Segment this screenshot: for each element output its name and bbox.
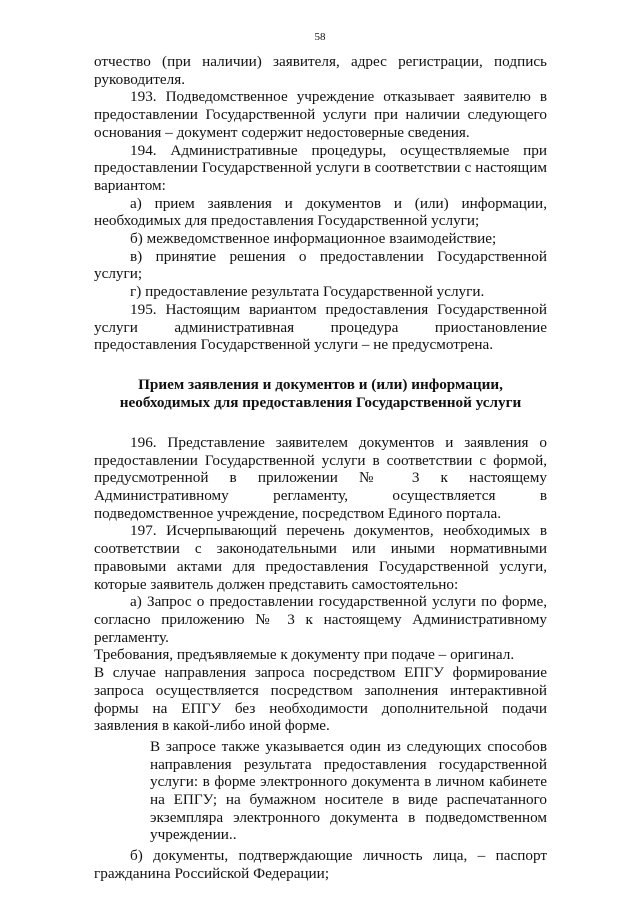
list-item-a: а) прием заявления и документов и (или) информации, необходимых для предоставления Государственной услуги; — [94, 194, 547, 230]
document-body — [94, 53, 547, 883]
paragraph-continuation: отчество (при наличии) заявителя, адрес регистрации, подпись руководителя. — [94, 53, 547, 88]
section-heading — [94, 376, 547, 412]
section-heading-line-1: Прием заявления и документов и (или) информации, — [138, 375, 503, 393]
list-item-v: в) принятие решения о предоставлении Государственной услуги; — [94, 247, 547, 283]
paragraph-requirements: Требования, предъявляемые к документу при подаче – оригинал. — [94, 646, 515, 664]
paragraph-epgu-request: В случае направления запроса посредством ЕПГУ формирование запроса осуществляется посредством заполнения интерактивной формы на ЕПГУ без необходимости дополнительной подачи заявления в какой-либо иной форме. — [94, 664, 547, 735]
paragraph-196: 196. Представление заявителем документов и заявления о предоставлении Государственной услуги в соответствии с формой, предусмотренной в приложении № 3 к настоящему Административному регламенту, осуществляется в подведомственное учреждение, посредством Единого портала. — [94, 433, 547, 522]
page-number: 58 — [314, 31, 326, 43]
list-item-g: г) предоставление результата Государственной услуги. — [130, 283, 485, 301]
paragraph-194: 194. Административные процедуры, осуществляемые при предоставлении Государственной услуги в соответствии с настоящим вариантом: — [94, 141, 547, 194]
paragraph-197: 197. Исчерпывающий перечень документов, необходимых в соответствии с законодательными или иными нормативными правовыми актами для предоставления Государственной услуги, которые заявитель должен представить самостоятельно: — [94, 522, 547, 593]
paragraph-result-delivery: В запросе также указывается один из следующих способов направления результата предоставления государственной услуги: в форме электронного документа в личном кабинете на ЕПГУ; на бумажном носителе в виде распечатанного экземпляра электронного документа в подведомственном учреждении.. — [150, 737, 547, 844]
section-heading-line-2: необходимых для предоставления Государственной услуги — [119, 393, 522, 411]
list-item-b: б) межведомственное информационное взаимодействие; — [130, 230, 497, 248]
list-item-a-request: а) Запрос о предоставлении государственной услуги по форме, согласно приложению № 3 к настоящему Административному регламенту. — [94, 593, 547, 646]
paragraph-193: 193. Подведомственное учреждение отказывает заявителю в предоставлении Государственной услуги при наличии следующего основания – документ содержит недостоверные сведения. — [94, 88, 547, 141]
list-item-b-passport: б) документы, подтверждающие личность лица, – паспорт гражданина Российской Федерации; — [94, 847, 547, 882]
paragraph-195: 195. Настоящим вариантом предоставления Государственной услуги административная процедура приостановление предоставления Государственной услуги – не предусмотрена. — [94, 300, 547, 354]
